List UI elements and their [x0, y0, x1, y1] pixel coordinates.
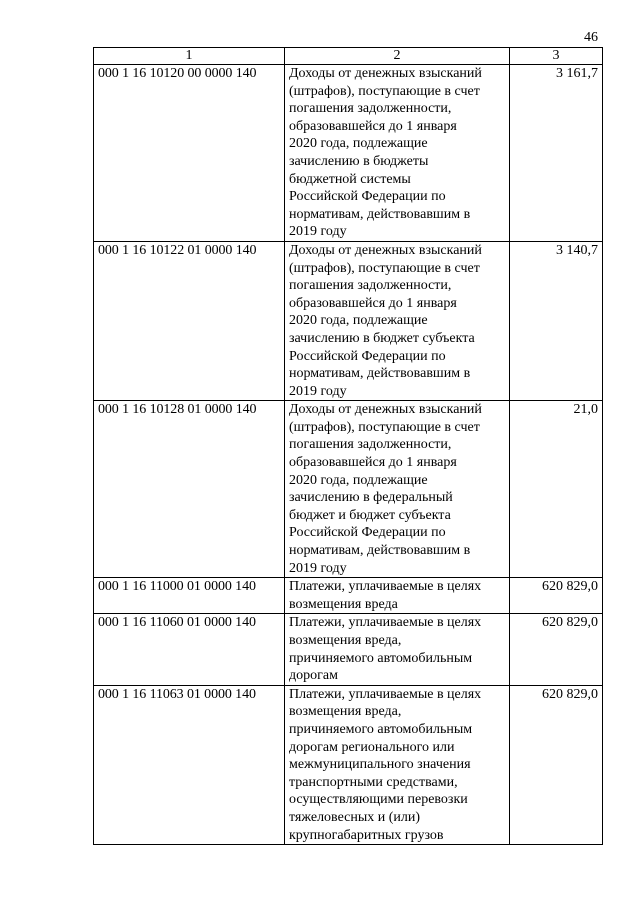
revenue-code: 000 1 16 10122 01 0000 140 [94, 241, 285, 400]
column-header-code: 1 [94, 48, 285, 65]
name-line: бюджет и бюджет субъекта [289, 507, 451, 523]
name-line: 2019 году [289, 560, 347, 576]
table-row [94, 241, 603, 400]
revenue-name [285, 685, 510, 844]
table-row [94, 614, 603, 685]
name-line: (штрафов), поступающие в счет [289, 419, 480, 435]
name-line: Российской Федерации по [289, 348, 446, 364]
name-line: образовавшейся до 1 января [289, 295, 457, 311]
name-line: бюджетной системы [289, 171, 411, 187]
name-line: осуществляющими перевозки [289, 792, 468, 808]
name-line: 2019 году [289, 383, 347, 399]
name-line: межмуниципального значения [289, 757, 471, 773]
revenue-table [93, 47, 603, 845]
name-line: Доходы от денежных взысканий [289, 242, 482, 258]
name-line: образовавшейся до 1 января [289, 118, 457, 134]
name-line: Платежи, уплачиваемые в целях [289, 579, 482, 595]
revenue-code: 000 1 16 11060 01 0000 140 [94, 614, 285, 685]
name-line: погашения задолженности, [289, 437, 452, 453]
table-header-row [94, 48, 603, 65]
name-line: (штрафов), поступающие в счет [289, 260, 480, 276]
table-row [94, 685, 603, 844]
column-header-name: 2 [285, 48, 510, 65]
name-line: дорогам [289, 668, 338, 684]
name-line: 2020 года, подлежащие [289, 472, 428, 488]
name-line: Доходы от денежных взысканий [289, 66, 482, 81]
name-line: образовавшейся до 1 января [289, 455, 457, 471]
name-line: возмещения вреда [289, 596, 398, 612]
name-line: нормативам, действовавшим в [289, 206, 471, 222]
revenue-amount: 620 829,0 [510, 578, 603, 614]
name-line: крупногабаритных грузов [289, 827, 444, 843]
revenue-amount: 3 140,7 [510, 241, 603, 400]
name-line: 2020 года, подлежащие [289, 313, 428, 329]
revenue-name [285, 241, 510, 400]
page-number: 46 [584, 30, 598, 45]
name-line: Российской Федерации по [289, 525, 446, 541]
name-line: погашения задолженности, [289, 101, 452, 117]
name-line: (штрафов), поступающие в счет [289, 83, 480, 99]
name-line: дорогам регионального или [289, 739, 455, 755]
name-line: причиняемого автомобильным [289, 721, 473, 737]
name-line: Платежи, уплачиваемые в целях [289, 615, 482, 631]
name-line: Платежи, уплачиваемые в целях [289, 686, 482, 702]
column-header-amount: 3 [510, 48, 603, 65]
name-line: 2020 года, подлежащие [289, 136, 428, 152]
revenue-amount: 21,0 [510, 401, 603, 578]
revenue-code: 000 1 16 10120 00 0000 140 [94, 65, 285, 242]
name-line: возмещения вреда, [289, 633, 402, 648]
name-line: зачислению в федеральный [289, 490, 453, 506]
name-line: зачислению в бюджет субъекта [289, 330, 475, 346]
name-line: тяжеловесных и (или) [289, 809, 421, 825]
name-line: зачислению в бюджеты [289, 153, 429, 169]
revenue-code: 000 1 16 11063 01 0000 140 [94, 685, 285, 844]
name-line: погашения задолженности, [289, 278, 452, 294]
table-row [94, 401, 603, 578]
table-row [94, 578, 603, 614]
revenue-name [285, 614, 510, 685]
name-line: 2019 году [289, 224, 347, 240]
name-line: Российской Федерации по [289, 189, 446, 205]
name-line: причиняемого автомобильным [289, 650, 473, 666]
revenue-code: 000 1 16 10128 01 0000 140 [94, 401, 285, 578]
name-line: транспортными средствами, [289, 774, 458, 790]
name-line: нормативам, действовавшим в [289, 543, 471, 559]
revenue-amount: 3 161,7 [510, 65, 603, 242]
table-row [94, 65, 603, 242]
revenue-name [285, 401, 510, 578]
name-line: нормативам, действовавшим в [289, 366, 471, 382]
name-line: возмещения вреда, [289, 704, 402, 720]
revenue-amount: 620 829,0 [510, 614, 603, 685]
revenue-name [285, 578, 510, 614]
revenue-amount: 620 829,0 [510, 685, 603, 844]
revenue-code: 000 1 16 11000 01 0000 140 [94, 578, 285, 614]
revenue-name [285, 65, 510, 242]
name-line: Доходы от денежных взысканий [289, 402, 482, 418]
